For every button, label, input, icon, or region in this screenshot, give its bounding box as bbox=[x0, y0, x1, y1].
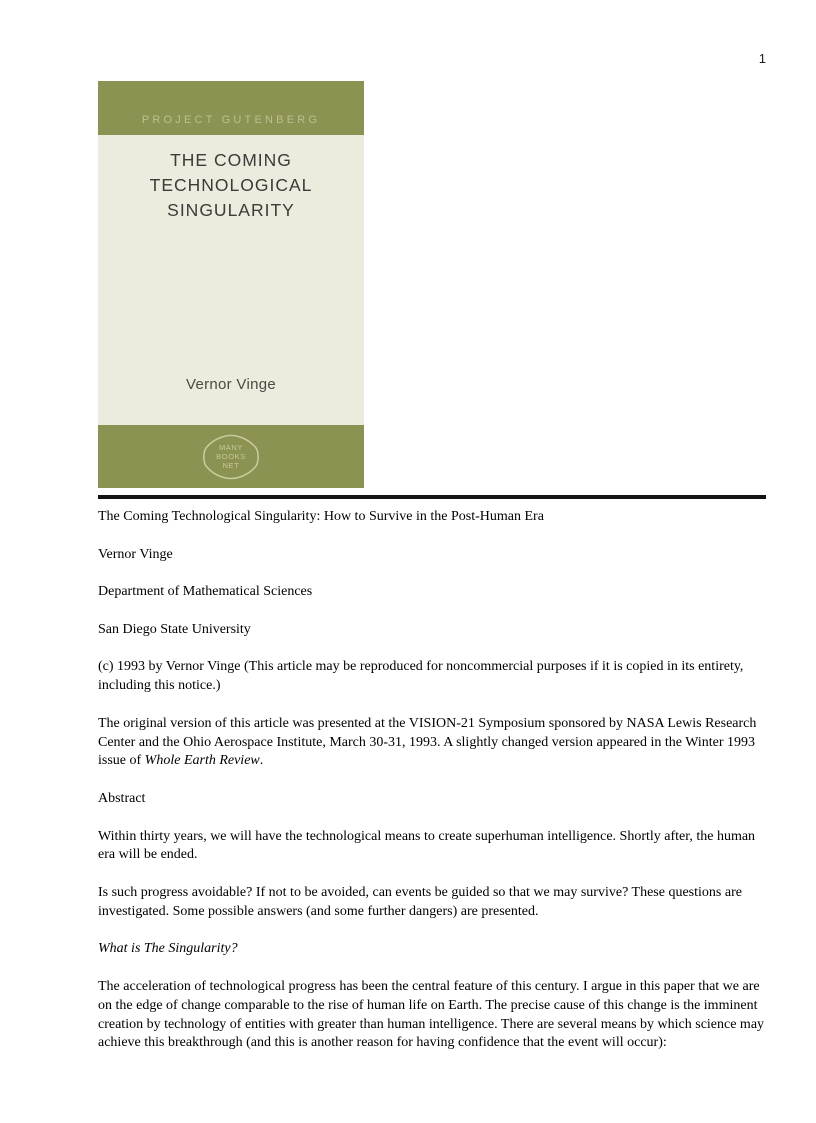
section-paragraph-1: The acceleration of technological progress has been the central feature of this century. I argue in this paper that we are on the edge of change comparable to the rise of human life on Earth. The precise cause of this change is the imminent creation by technology of entities with greater than human intelligence. There are several means by which science may achieve this breakthrough (and this is another reason for having confidence that the event will occur): bbox=[98, 978, 765, 1051]
cover-title-line-1: THE COMING bbox=[170, 150, 292, 170]
article-author: Vernor Vinge bbox=[98, 546, 173, 562]
journal-name: Whole Earth Review bbox=[144, 753, 260, 769]
manybooks-logo bbox=[202, 433, 260, 481]
manybooks-logo-text bbox=[202, 433, 260, 481]
article-university: San Diego State University bbox=[98, 621, 251, 637]
article-text bbox=[98, 508, 766, 1072]
logo-line-3: NET bbox=[222, 461, 240, 470]
cover-center-panel bbox=[98, 135, 364, 425]
cover-author: Vernor Vinge bbox=[185, 376, 277, 393]
copyright-notice: (c) 1993 by Vernor Vinge (This article may be reproduced for noncommercial purposes if it is copied in its entirety, including this notice.) bbox=[98, 659, 744, 694]
cover-title bbox=[98, 148, 364, 223]
abstract-paragraph-1: Within thirty years, we will have the technological means to create superhuman intelligence. Shortly after, the human era will be ended. bbox=[98, 828, 756, 863]
horizontal-divider bbox=[98, 495, 766, 499]
logo-line-1: MANY bbox=[218, 443, 244, 452]
cover-top-band bbox=[98, 81, 364, 135]
provenance-paragraph bbox=[98, 715, 766, 771]
abstract-paragraph-2: Is such progress avoidable? If not to be avoided, can events be guided so that we may survive? These questions are investigated. Some possible answers (and some further dangers) are presented. bbox=[98, 884, 742, 919]
provenance-text-before: The original version of this article was presented at the VISION-21 Symposium sponsored by NASA Lewis Research Center and the Ohio Aerospace Institute, March 30-31, 1993. A slightly changed version appeared in the Winter 1993 issue of bbox=[98, 715, 757, 769]
provenance-text-after: . bbox=[259, 753, 264, 769]
abstract-heading: Abstract bbox=[98, 790, 146, 806]
page-number: 1 bbox=[758, 51, 766, 66]
article-title: The Coming Technological Singularity: How to Survive in the Post-Human Era bbox=[98, 509, 544, 524]
cover-publisher-label: PROJECT GUTENBERG bbox=[141, 114, 321, 126]
cover-title-line-3: SINGULARITY bbox=[167, 200, 295, 220]
book-cover-image bbox=[98, 81, 364, 488]
section-heading: What is The Singularity? bbox=[98, 941, 238, 957]
cover-bottom-band bbox=[98, 425, 364, 488]
article-department: Department of Mathematical Sciences bbox=[98, 584, 313, 600]
cover-title-line-2: TECHNOLOGICAL bbox=[149, 175, 313, 195]
logo-line-2: BOOKS bbox=[216, 452, 246, 461]
